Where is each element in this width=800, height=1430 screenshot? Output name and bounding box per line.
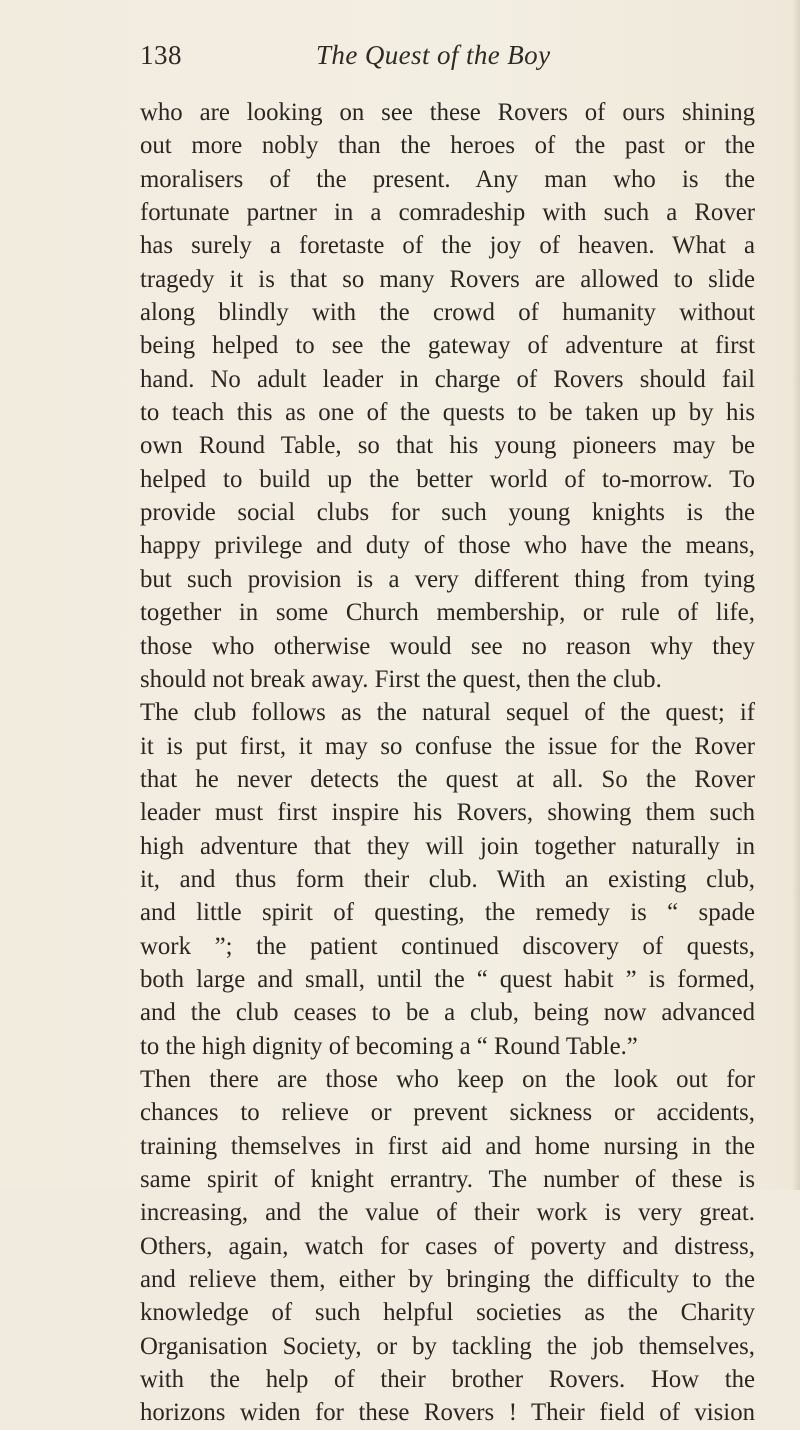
text-line: it, and thus form their club. With an existing club, (140, 865, 755, 893)
running-head: The Quest of the Boy (316, 40, 551, 70)
text-line: Then there are those who keep on the look out for (140, 1065, 755, 1093)
text-line: high adventure that they will join together naturally in (140, 832, 755, 860)
text-line: with the help of their brother Rovers. How the (140, 1366, 755, 1394)
text-line: Others, again, watch for cases of poverty and distress, (140, 1232, 755, 1260)
page-header (140, 40, 760, 80)
text-line: to teach this as one of the quests to be taken up by his (140, 399, 755, 427)
text-line: being helped to see the gateway of adventure at first (140, 332, 755, 360)
page-edge-shadow (792, 0, 800, 1190)
text-line: leader must first inspire his Rovers, showing them such (140, 799, 755, 827)
text-line: that he never detects the quest at all. So the Rover (140, 765, 755, 793)
text-line: happy privilege and duty of those who have the means, (140, 532, 755, 560)
text-line: helped to build up the better world of to-morrow. To (140, 465, 755, 493)
text-line: to the high dignity of becoming a “ Round Table.” (140, 1032, 638, 1060)
text-line: together in some Church membership, or rule of life, (140, 599, 755, 627)
text-line: own Round Table, so that his young pioneers may be (140, 432, 755, 460)
text-line: but such provision is a very different thing from tying (140, 565, 755, 593)
text-line: and relieve them, either by bringing the difficulty to the (140, 1266, 755, 1294)
text-line: out more nobly than the heroes of the past or the (140, 132, 755, 160)
text-line: provide social clubs for such young knights is the (140, 499, 755, 527)
page-number: 138 (140, 40, 182, 70)
text-line: along blindly with the crowd of humanity without (140, 299, 755, 327)
text-line: moralisers of the present. Any man who is the (140, 165, 755, 193)
text-line: horizons widen for these Rovers ! Their field of vision (140, 1399, 755, 1427)
text-line: tragedy it is that so many Rovers are allowed to slide (140, 265, 755, 293)
text-line: Organisation Society, or by tackling the job themselves, (140, 1332, 755, 1360)
text-line: hand. No adult leader in charge of Rovers should fail (140, 365, 755, 393)
text-line: The club follows as the natural sequel of the quest; if (140, 699, 755, 727)
text-line: work ”; the patient continued discovery of quests, (140, 932, 755, 960)
text-line: and the club ceases to be a club, being now advanced (140, 999, 755, 1027)
text-line: knowledge of such helpful societies as the Charity (140, 1299, 755, 1327)
text-line: should not break away. First the quest, then the club. (140, 665, 662, 693)
text-line: same spirit of knight errantry. The number of these is (140, 1166, 755, 1193)
text-line: fortunate partner in a comradeship with such a Rover (140, 199, 755, 227)
text-line: chances to relieve or prevent sickness or accidents, (140, 1099, 755, 1127)
text-line: who are looking on see these Rovers of ours shining (140, 99, 755, 126)
text-line: increasing, and the value of their work is very great. (140, 1199, 755, 1227)
text-line: those who otherwise would see no reason why they (140, 632, 755, 660)
body-text (140, 96, 755, 1430)
text-line: it is put first, it may so confuse the issue for the Rover (140, 732, 755, 760)
text-line: training themselves in first aid and home nursing in the (140, 1132, 755, 1160)
text-line: both large and small, until the “ quest habit ” is formed, (140, 965, 755, 993)
text-line: and little spirit of questing, the remedy is “ spade (140, 899, 755, 927)
text-line: has surely a foretaste of the joy of heaven. What a (140, 232, 755, 260)
